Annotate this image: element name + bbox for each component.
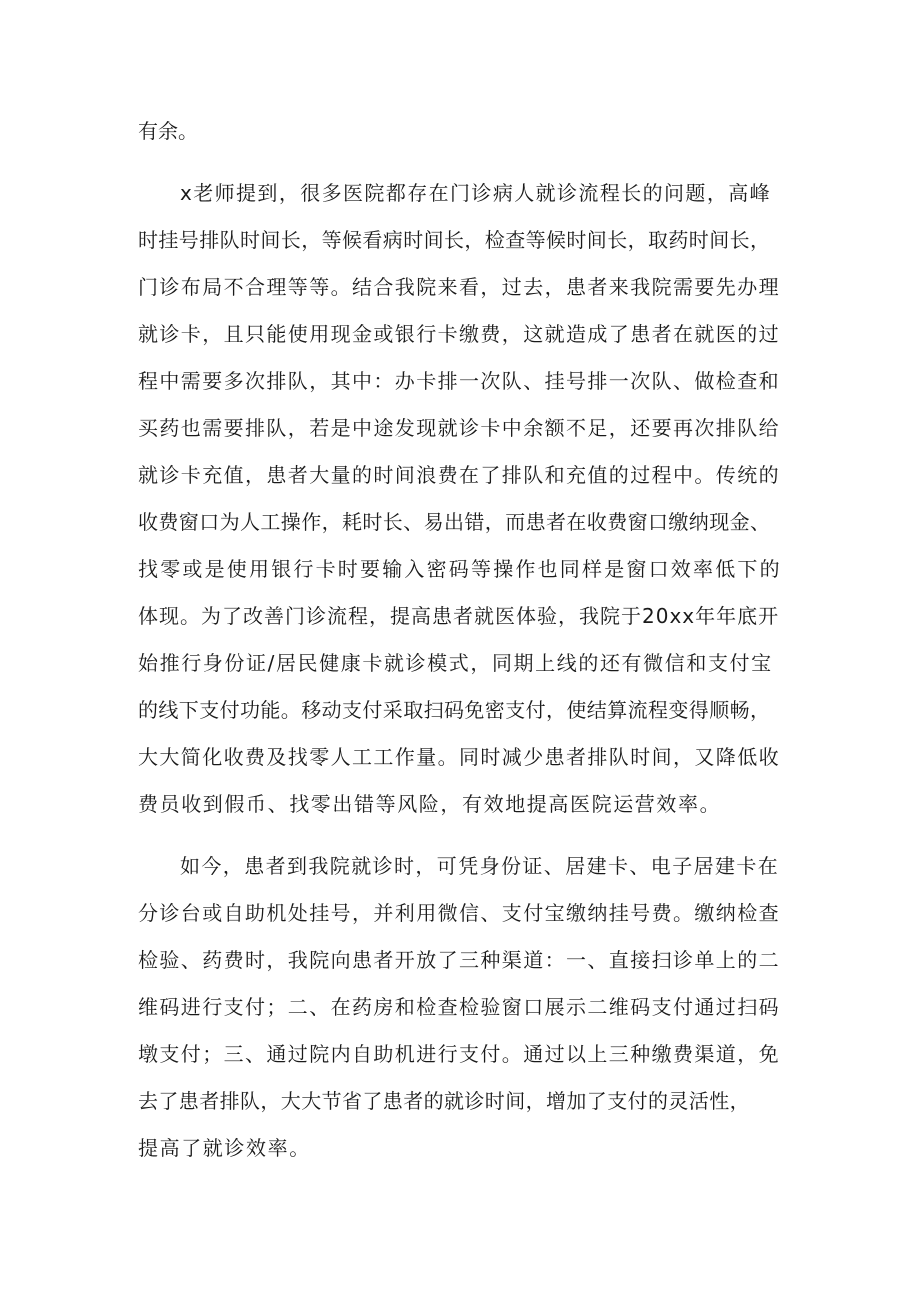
paragraph-3-line	[0, 994, 920, 1020]
line-text: 墩支付；三、通过院内自助机进行支付。通过以上三种缴费渠道，免	[138, 1042, 780, 1066]
line-text: 检验、药费时，我院向患者开放了三种渠道：一、直接扫诊单上的二	[138, 948, 780, 972]
paragraph-2-line	[0, 603, 920, 629]
line-text: 时挂号排队时间长，等候看病时间长，检查等候时间长，取药时间长，	[138, 228, 771, 252]
paragraph-3-line	[0, 1135, 920, 1161]
paragraph-3-line	[0, 947, 920, 973]
line-text: 如今，患者到我院就诊时，可凭身份证、居建卡、电子居建卡在	[180, 854, 780, 878]
paragraph-3-line	[0, 1041, 920, 1067]
line-text: 收费窗口为人工操作，耗时长、易出错，而患者在收费窗口缴纳现金、	[138, 510, 771, 534]
paragraph-2-line	[0, 274, 920, 300]
paragraph-2-line	[0, 556, 920, 582]
line-text: 大大简化收费及找零人工工作量。同时减少患者排队时间，又降低收	[138, 745, 780, 769]
paragraph-3-line	[0, 900, 920, 926]
line-text: 始推行身份证/居民健康卡就诊模式，同期上线的还有微信和支付宝	[138, 651, 773, 675]
line-text: 有余。	[138, 119, 198, 143]
line-text: 的线下支付功能。移动支付采取扫码免密支付，使结算流程变得顺畅，	[138, 698, 771, 722]
line-text: 体现。为了改善门诊流程，提高患者就医体验，我院于20xx年年底开	[138, 604, 780, 628]
paragraph-2-line	[0, 368, 920, 394]
line-text: x老师提到，很多医院都存在门诊病人就诊流程长的问题，高峰	[180, 181, 772, 205]
line-text: 提高了就诊效率。	[138, 1136, 311, 1160]
paragraph-2-line	[0, 650, 920, 676]
line-text: 买药也需要排队，若是中途发现就诊卡中余额不足，还要再次排队给	[138, 416, 780, 440]
paragraph-2-line	[0, 321, 920, 347]
paragraph-3-line	[0, 853, 920, 879]
paragraph-2-line	[0, 697, 920, 723]
paragraph-2-line	[0, 462, 920, 488]
paragraph-1-line	[0, 118, 920, 144]
paragraph-2-line	[0, 791, 920, 817]
line-text: 费员收到假币、找零出错等风险，有效地提高医院运营效率。	[138, 792, 722, 816]
line-text: 就诊卡，且只能使用现金或银行卡缴费，这就造成了患者在就医的过	[138, 322, 780, 346]
line-text: 程中需要多次排队，其中：办卡排一次队、挂号排一次队、做检查和	[138, 369, 780, 393]
paragraph-2-line	[0, 509, 920, 535]
line-text: 分诊台或自助机处挂号，并利用微信、支付宝缴纳挂号费。缴纳检查	[138, 901, 780, 925]
paragraph-2-line	[0, 227, 920, 253]
paragraph-2-line	[0, 180, 920, 206]
paragraph-2-line	[0, 744, 920, 770]
paragraph-3-line	[0, 1088, 920, 1114]
line-text: 维码进行支付；二、在药房和检查检验窗口展示二维码支付通过扫码	[138, 995, 780, 1019]
line-text: 就诊卡充值，患者大量的时间浪费在了排队和充值的过程中。传统的	[138, 463, 780, 487]
paragraph-2-line	[0, 415, 920, 441]
line-text: 去了患者排队，大大节省了患者的就诊时间，增加了支付的灵活性，	[138, 1089, 750, 1113]
line-text: 找零或是使用银行卡时要输入密码等操作也同样是窗口效率低下的	[138, 557, 782, 581]
line-text: 门诊布局不合理等等。结合我院来看，过去，患者来我院需要先办理	[138, 275, 780, 299]
